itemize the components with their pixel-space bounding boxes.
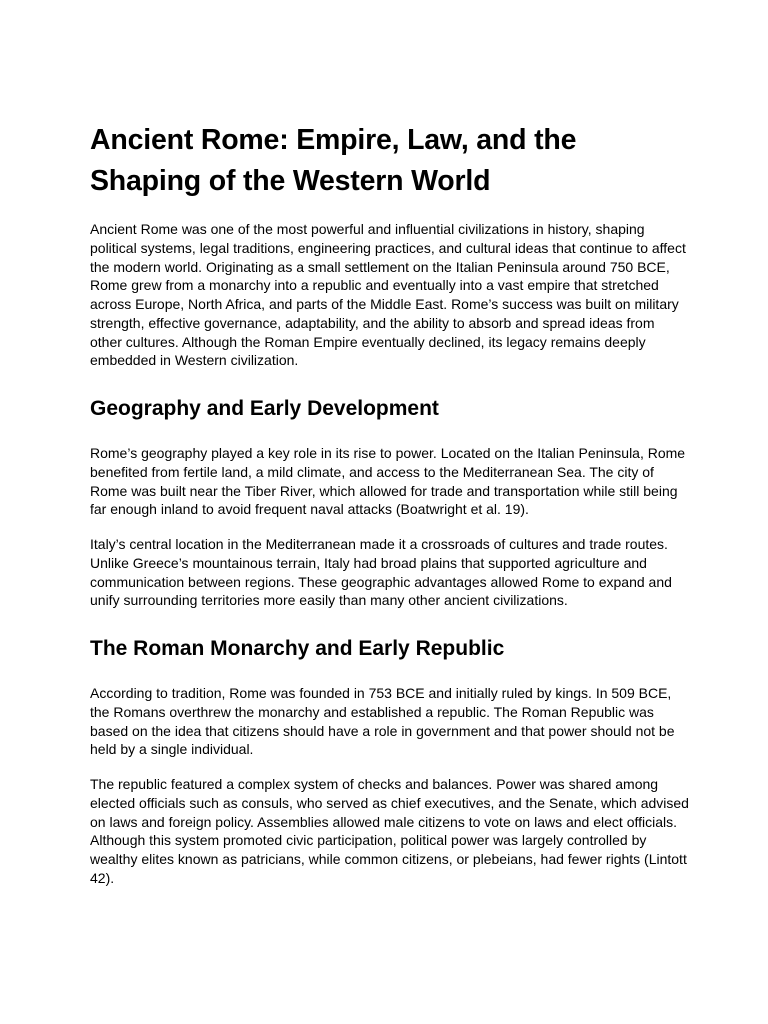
geography-paragraph-2: Italy’s central location in the Mediterranean made it a crossroads of cultures and trade routes. Unlike Greece’s mountainous terrain, Italy had broad plains that supported agriculture and communication between regions. These geographic advantages allowed Rome to expand and unify surrounding territories more easily than many other ancient civilizations. — [90, 536, 672, 609]
document-page — [90, 120, 690, 888]
intro-paragraph: Ancient Rome was one of the most powerful and influential civilizations in history, shaping political systems, legal traditions, engineering practices, and cultural ideas that continue to affect the modern world. Originating as a small settlement on the Italian Peninsula around 750 BCE, Rome grew from a monarchy into a republic and eventually into a vast empire that stretched across Europe, North Africa, and parts of the Middle East. Rome’s success was built on military strength, effective governance, adaptability, and the ability to absorb and spread ideas from other cultures. Although the Roman Empire eventually declined, its legacy remains deeply embedded in Western civilization. — [90, 221, 686, 369]
document-title: Ancient Rome: Empire, Law, and the Shaping of the Western World — [90, 124, 577, 197]
section-heading-geography: Geography and Early Development — [90, 397, 439, 420]
monarchy-paragraph-1: According to tradition, Rome was founded in 753 BCE and initially ruled by kings. In 509 BCE, the Romans overthrew the monarchy and established a republic. The Roman Republic was based on the idea that citizens should have a role in government and that power should not be held by a single individual. — [90, 685, 675, 758]
monarchy-paragraph-2: The republic featured a complex system of checks and balances. Power was shared among elected officials such as consuls, who served as chief executives, and the Senate, which advised on laws and foreign policy. Assemblies allowed male citizens to vote on laws and elect officials. Although this system promoted civic participation, political power was largely controlled by wealthy elites known as patricians, while common citizens, or plebeians, had fewer rights (Lintott 42). — [90, 776, 689, 886]
geography-paragraph-1: Rome’s geography played a key role in its rise to power. Located on the Italian Peninsula, Rome benefited from fertile land, a mild climate, and access to the Mediterranean Sea. The city of Rome was built near the Tiber River, which allowed for trade and transportation while still being far enough inland to avoid frequent naval attacks (Boatwright et al. 19). — [90, 445, 686, 518]
section-heading-monarchy-republic: The Roman Monarchy and Early Republic — [90, 637, 505, 660]
